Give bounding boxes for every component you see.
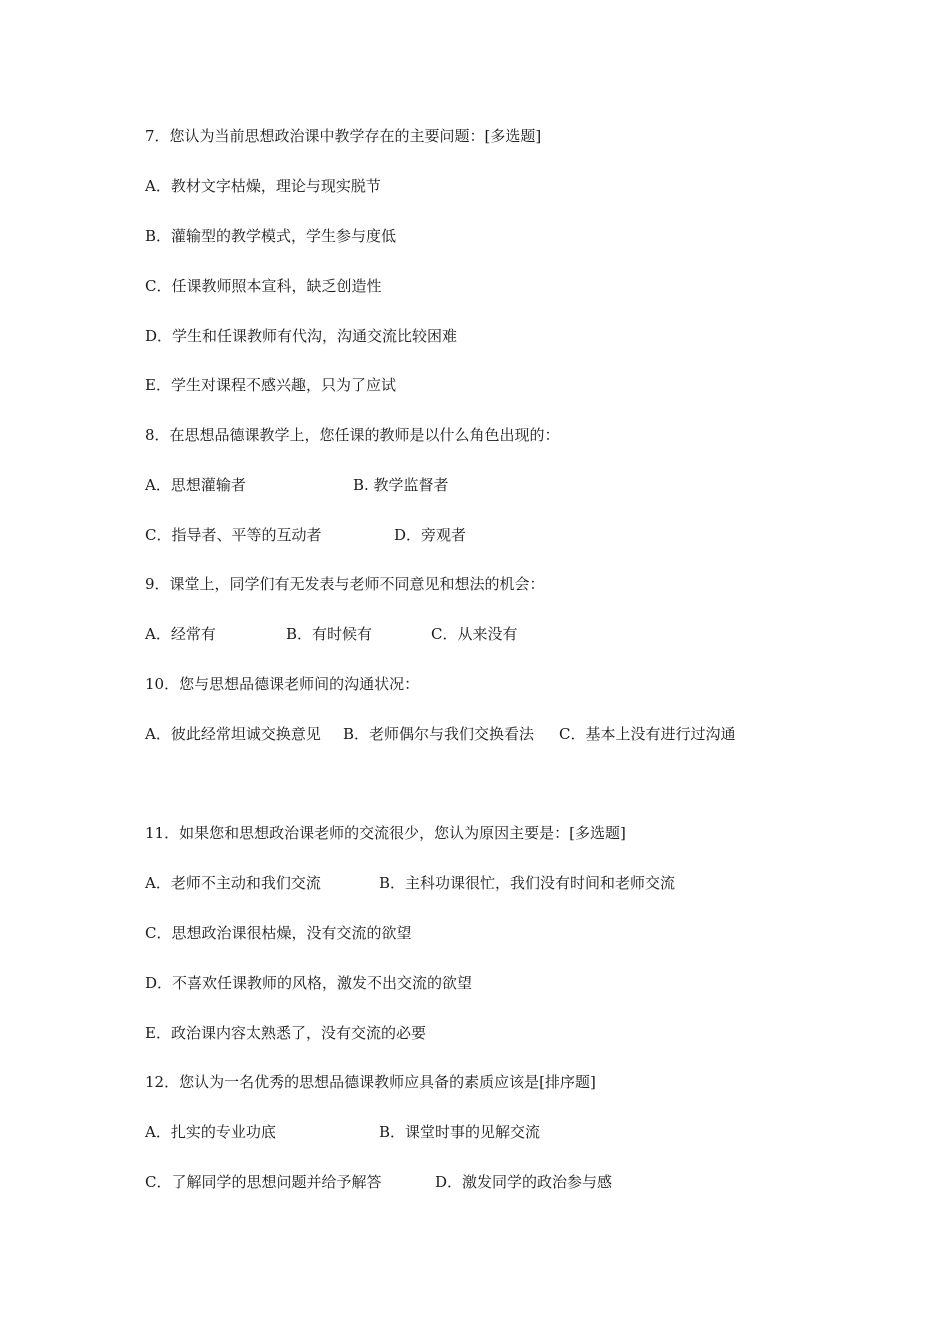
- question-11-option-d: D．不喜欢任课教师的风格，激发不出交流的欲望: [145, 974, 473, 992]
- question-11-option-b: B．主科功课很忙，我们没有时间和老师交流: [379, 874, 676, 892]
- question-11-option-c: C．思想政治课很枯燥，没有交流的欲望: [145, 924, 412, 942]
- question-10-options-row: [145, 722, 845, 746]
- question-9: 9．课堂上，同学们有无发表与老师不同意见和想法的机会：: [145, 575, 545, 593]
- question-7-option-b: B．灌输型的教学模式，学生参与度低: [145, 227, 397, 245]
- question-7-option-e: E．学生对课程不感兴趣，只为了应试: [145, 376, 396, 394]
- question-12-options-row-1: [145, 1120, 745, 1144]
- question-7-option-d: D．学生和任课教师有代沟，沟通交流比较困难: [145, 327, 458, 345]
- question-8-option-c: C．指导者、平等的互动者: [145, 526, 322, 544]
- question-8-option-b: B. 教学监督者: [353, 476, 449, 494]
- question-10-option-a: A．彼此经常坦诚交换意见: [145, 725, 321, 743]
- question-11-options-row: [145, 871, 795, 895]
- question-9-option-a: A．经常有: [145, 625, 216, 643]
- question-12-option-c: C．了解同学的思想问题并给予解答: [145, 1173, 382, 1191]
- question-8-option-a: A．思想灌输者: [145, 476, 246, 494]
- question-12: 12．您认为一名优秀的思想品德课教师应具备的素质应该是[排序题]: [145, 1073, 596, 1091]
- question-8-option-d: D．旁观者: [394, 526, 467, 544]
- question-9-option-b: B．有时候有: [286, 625, 373, 643]
- question-10: 10．您与思想品德课老师间的沟通状况：: [145, 675, 420, 693]
- question-7: 7．您认为当前思想政治课中教学存在的主要问题：[多选题]: [145, 127, 542, 145]
- question-11-option-a: A．老师不主动和我们交流: [145, 874, 321, 892]
- question-8-options-row-1: [145, 473, 745, 497]
- question-8-options-row-2: [145, 523, 745, 547]
- question-10-option-c: C．基本上没有进行过沟通: [559, 725, 736, 743]
- question-7-option-a: A．教材文字枯燥，理论与现实脱节: [145, 177, 381, 195]
- question-11: 11．如果您和思想政治课老师的交流很少，您认为原因主要是：[多选题]: [145, 824, 626, 842]
- question-12-option-d: D．激发同学的政治参与感: [435, 1173, 613, 1191]
- question-9-option-c: C．从来没有: [431, 625, 518, 643]
- question-12-options-row-2: [145, 1170, 745, 1194]
- question-10-option-b: B．老师偶尔与我们交换看法: [343, 725, 535, 743]
- question-8: 8．在思想品德课教学上，您任课的教师是以什么角色出现的：: [145, 426, 560, 444]
- question-7-option-c: C．任课教师照本宣科，缺乏创造性: [145, 277, 382, 295]
- question-9-options-row: [145, 622, 745, 646]
- question-12-option-b: B．课堂时事的见解交流: [379, 1123, 541, 1141]
- question-12-option-a: A．扎实的专业功底: [145, 1123, 276, 1141]
- question-11-option-e: E．政治课内容太熟悉了，没有交流的必要: [145, 1024, 426, 1042]
